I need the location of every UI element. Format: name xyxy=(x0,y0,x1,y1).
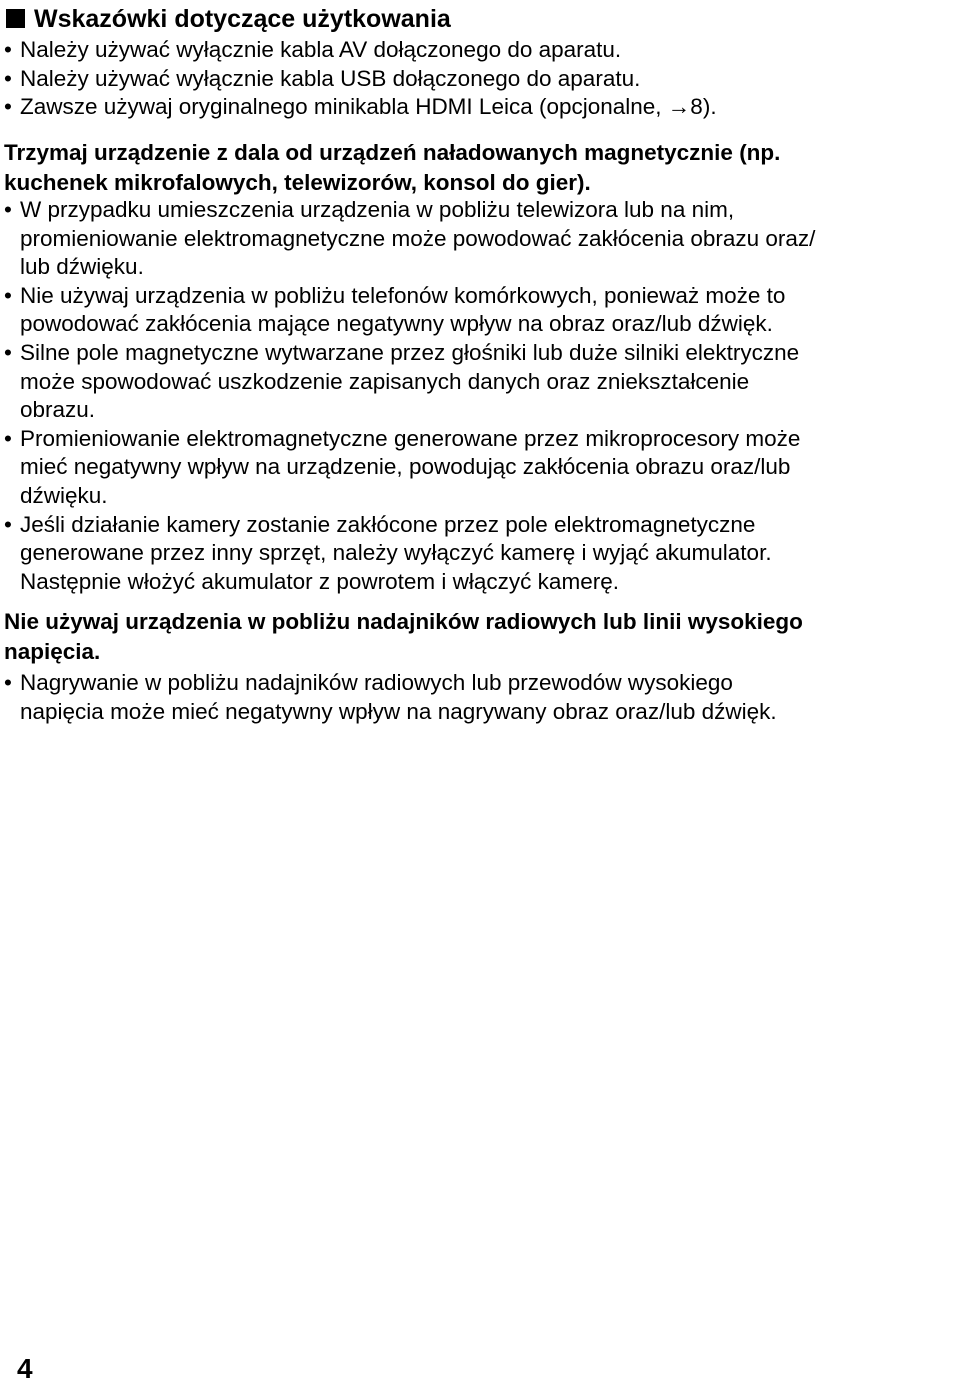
bullet-icon: • xyxy=(4,94,12,120)
radio-heading: Nie używaj urządzenia w pobliżu nadajników radiowych lub linii wysokiego napięcia. xyxy=(4,609,803,664)
section-heading xyxy=(6,4,451,34)
list-item xyxy=(4,511,956,597)
list-item xyxy=(4,93,956,122)
list-item-text: W przypadku umieszczenia urządzenia w pobliżu telewizora lub na nim, promieniowanie elektromagnetyczne może powodować zakłócenia obrazu oraz/ lub dźwięku. xyxy=(20,197,816,280)
bullet-icon: • xyxy=(4,511,12,537)
black-square-icon xyxy=(6,9,25,28)
list-item-text: Zawsze używaj oryginalnego minikabla HDMI Leica (opcjonalne, →8). xyxy=(20,94,717,120)
list-item xyxy=(4,425,956,511)
page-number: 4 xyxy=(17,1353,33,1384)
magnetic-heading: Trzymaj urządzenie z dala od urządzeń naładowanych magnetycznie (np. kuchenek mikrofalowych, telewizorów, konsol do gier). xyxy=(4,140,781,195)
list-item-text: Należy używać wyłącznie kabla USB dołączonego do aparatu. xyxy=(20,65,641,91)
list-item-text: Nie używaj urządzenia w pobliżu telefonów komórkowych, ponieważ może to powodować zakłócenia mające negatywny wpływ na obraz oraz/lub dźwięk. xyxy=(20,282,786,337)
section-heading-text: Wskazówki dotyczące użytkowania xyxy=(34,5,451,33)
list-item xyxy=(4,282,956,339)
list-item xyxy=(4,65,956,94)
list-item xyxy=(4,196,956,282)
list-item-text: Należy używać wyłącznie kabla AV dołączonego do aparatu. xyxy=(20,37,622,62)
radio-notes-list xyxy=(4,669,956,726)
list-item-text: Nagrywanie w pobliżu nadajników radiowych lub przewodów wysokiego napięcia może mieć negatywny wpływ na nagrywany obraz oraz/lub dźwięk. xyxy=(20,670,777,724)
bullet-icon: • xyxy=(4,282,12,308)
list-item-text: Promieniowanie elektromagnetyczne generowane przez mikroprocesory może mieć negatywny wpływ na urządzenie, powodując zakłócenia obrazu oraz/lub dźwięku. xyxy=(20,425,801,508)
bullet-icon: • xyxy=(4,339,12,365)
cable-notes-list xyxy=(4,36,956,122)
magnetic-notes-list xyxy=(4,196,956,596)
list-item-text: Jeśli działanie kamery zostanie zakłócone przez pole elektromagnetyczne generowane przez inny sprzęt, należy wyłączyć kamerę i wyjąć akumulator. Następnie włożyć akumulator z powrotem i włączyć kamerę. xyxy=(20,511,772,594)
bullet-icon: • xyxy=(4,425,12,451)
list-item xyxy=(4,669,956,726)
bullet-icon: • xyxy=(4,197,12,222)
bullet-icon: • xyxy=(4,65,12,91)
list-item xyxy=(4,339,956,425)
bullet-icon: • xyxy=(4,670,12,695)
list-item xyxy=(4,36,956,65)
list-item-text: Silne pole magnetyczne wytwarzane przez głośniki lub duże silniki elektryczne może spowodować uszkodzenie zapisanych danych oraz zniekształcenie obrazu. xyxy=(20,339,800,423)
bullet-icon: • xyxy=(4,37,12,62)
